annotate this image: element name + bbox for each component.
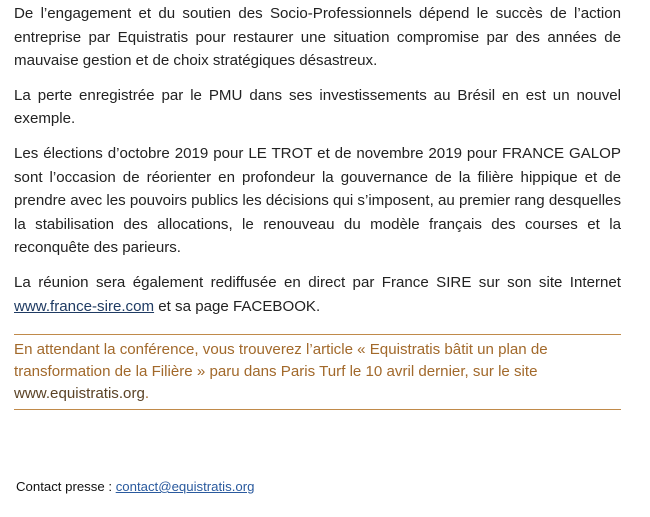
- contact-label: Contact presse :: [16, 479, 116, 494]
- callout-intro: En attendant la conférence, vous trouverez l’article: [14, 341, 358, 359]
- rediffusion-text-before: La réunion sera également rediffusée en direct par France SIRE sur son site Internet: [14, 273, 621, 291]
- callout-site: www.equistratis.org: [14, 385, 145, 403]
- rediffusion-text-after: et sa page FACEBOOK.: [154, 297, 321, 315]
- france-sire-link[interactable]: www.france-sire.com: [14, 297, 155, 315]
- callout-end: .: [144, 385, 150, 403]
- press-release-body: [14, 2, 621, 410]
- paragraph-elections: Les élections d’octobre 2019 pour LE TROT et de novembre 2019 pour FRANCE GALOP sont l’occasion de réorienter en profondeur la gouvernance de la filière hippique et de prendre avec les pouvoirs publics les décisions qui s’imposent, au premier rang desquelles la stabilisation des allocations, le renouveau du modèle français des courses et la reconquête des parieurs.: [14, 144, 621, 257]
- press-contact: [16, 478, 254, 496]
- paragraph-engagement: De l’engagement et du soutien des Socio-Professionnels dépend le succès de l’action entreprise par Equistratis pour restaurer une situation compromise par des années de mauvaise gestion et de choix stratégiques désastreux.: [14, 5, 621, 70]
- callout-article-title: « Equistratis bâtit un plan de transformation de la Filière »: [14, 341, 548, 381]
- contact-email-link[interactable]: contact@equistratis.org: [115, 479, 255, 494]
- callout-middle: paru dans Paris Turf le 10 avril dernier, sur le site: [205, 363, 538, 381]
- paragraph-rediffusion: [14, 271, 621, 318]
- paragraph-pmu-loss: La perte enregistrée par le PMU dans ses investissements au Brésil en est un nouvel exemple.: [14, 86, 621, 128]
- article-callout: [14, 334, 621, 410]
